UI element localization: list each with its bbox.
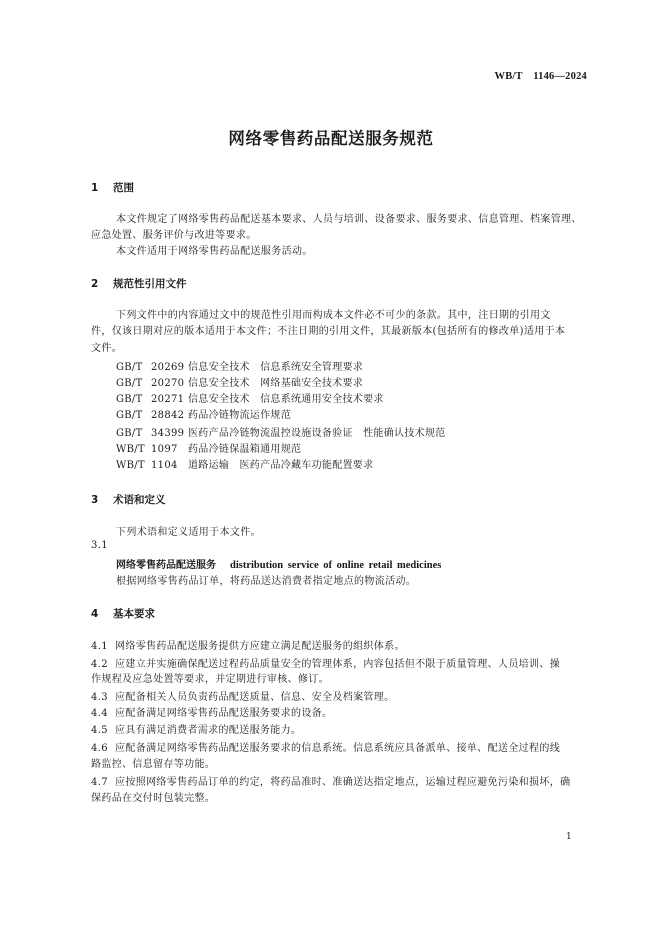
page-number: 1 (566, 832, 572, 842)
section-number: 2 (91, 278, 99, 290)
reference-number: 34399 (151, 428, 185, 439)
section-heading-terms (91, 492, 166, 507)
paragraph-line: 件，仅该日期对应的版本适用于本文件；不注日期的引用文件，其最新版本(包括所有的修改单)适用于本 (91, 326, 566, 337)
clause-number: 4.6 (91, 743, 108, 754)
document-title: 网络零售药品配送服务规范 (228, 129, 434, 148)
clause-text: 网络零售药品配送服务提供方应建立满足配送服务的组织体系。 (115, 641, 405, 652)
reference-item (116, 406, 291, 421)
paragraph-line: 下列术语和定义适用于本文件。 (116, 527, 261, 538)
clause-continuation: 路监控、信息留存等功能。 (91, 759, 216, 770)
section-heading-basic (91, 606, 155, 621)
reference-code: GB/T (116, 378, 143, 389)
reference-name: 医药产品冷链物流温控设施设备验证 性能确认技术规范 (188, 428, 446, 439)
reference-number: 1104 (151, 460, 178, 471)
clause-number: 4.4 (91, 708, 108, 719)
reference-item (116, 390, 384, 405)
reference-number: 28842 (151, 410, 185, 421)
clause-text: 应配备满足网络零售药品配送服务要求的设备。 (115, 708, 333, 719)
section-title: 规范性引用文件 (113, 278, 187, 290)
term-entry (116, 556, 441, 571)
section-title: 基本要求 (113, 608, 155, 620)
section-title: 术语和定义 (113, 494, 166, 506)
reference-code: GB/T (116, 394, 143, 405)
term-chinese: 网络零售药品配送服务 (116, 560, 216, 571)
standard-number: WB/T 1146—2024 (494, 71, 587, 82)
section-number: 3 (91, 494, 99, 506)
clause-number: 4.3 (91, 692, 108, 703)
term-english: distribution service of online retail medicines (230, 560, 442, 571)
section-number: 4 (91, 608, 99, 620)
paragraph-line: 下列文件中的内容通过文中的规范性引用而构成本文件必不可少的条款。其中，注日期的引用文 (116, 310, 551, 321)
section-number: 1 (91, 182, 99, 194)
paragraph-line: 应急处置、服务评价与改进等要求。 (91, 230, 257, 241)
reference-item (116, 440, 301, 455)
reference-number: 20271 (151, 394, 185, 405)
reference-name: 信息安全技术 网络基础安全技术要求 (188, 378, 364, 389)
clause-number: 4.1 (91, 641, 108, 652)
paragraph-line: 本文件适用于网络零售药品配送服务活动。 (116, 246, 313, 257)
reference-code: GB/T (116, 362, 143, 373)
clause-4-5 (91, 721, 301, 736)
reference-number: 20270 (151, 378, 185, 389)
section-heading-scope (91, 180, 134, 195)
reference-name: 药品冷链物流运作规范 (188, 410, 291, 421)
clause-4-4 (91, 704, 332, 719)
clause-continuation: 保药品在交付时包装完整。 (91, 793, 216, 804)
reference-code: GB/T (116, 410, 143, 421)
reference-code: GB/T (116, 428, 143, 439)
section-heading-normative (91, 276, 187, 291)
paragraph-line: 文件。 (91, 343, 123, 354)
clause-4-1 (91, 637, 405, 652)
term-number: 3.1 (91, 540, 108, 551)
section-title: 范围 (113, 182, 134, 194)
clause-continuation: 作规程及应急处置等要求，并定期进行审核、修订。 (91, 674, 330, 685)
reference-name: 信息安全技术 信息系统安全管理要求 (188, 362, 364, 373)
clause-number: 4.5 (91, 725, 108, 736)
clause-text: 应配备满足网络零售药品配送服务要求的信息系统。信息系统应具备派单、接单、配送全过程的线 (115, 743, 561, 754)
reference-item (116, 374, 363, 389)
reference-name: 信息安全技术 信息系统通用安全技术要求 (188, 394, 384, 405)
clause-text: 应配备相关人员负责药品配送质量、信息、安全及档案管理。 (115, 692, 395, 703)
clause-text: 应具有满足消费者需求的配送服务能力。 (115, 725, 302, 736)
term-definition: 根据网络零售药品订单，将药品送达消费者指定地点的物流活动。 (116, 576, 417, 587)
clause-4-2 (91, 655, 560, 670)
reference-number: 20269 (151, 362, 185, 373)
clause-text: 应建立并实施确保配送过程药品质量安全的管理体系，内容包括但不限于质量管理、人员培训、操 (115, 659, 561, 670)
clause-text: 应按照网络零售药品订单的约定，将药品准时、准确送达指定地点，运输过程应避免污染和损坏，确 (115, 777, 571, 788)
reference-code: WB/T (116, 444, 145, 455)
clause-4-7 (91, 773, 570, 788)
clause-4-3 (91, 688, 394, 703)
paragraph-line: 本文件规定了网络零售药品配送基本要求、人员与培训、设备要求、服务要求、信息管理、档案管理、 (116, 214, 582, 225)
reference-number: 1097 (151, 444, 178, 455)
reference-code: WB/T (116, 460, 145, 471)
reference-item (116, 456, 373, 471)
clause-number: 4.7 (91, 777, 108, 788)
reference-name: 道路运输 医药产品冷藏车功能配置要求 (188, 460, 374, 471)
clause-4-6 (91, 739, 560, 754)
reference-item (116, 424, 446, 439)
clause-number: 4.2 (91, 659, 108, 670)
reference-item (116, 358, 363, 373)
reference-name: 药品冷链保温箱通用规范 (188, 444, 302, 455)
